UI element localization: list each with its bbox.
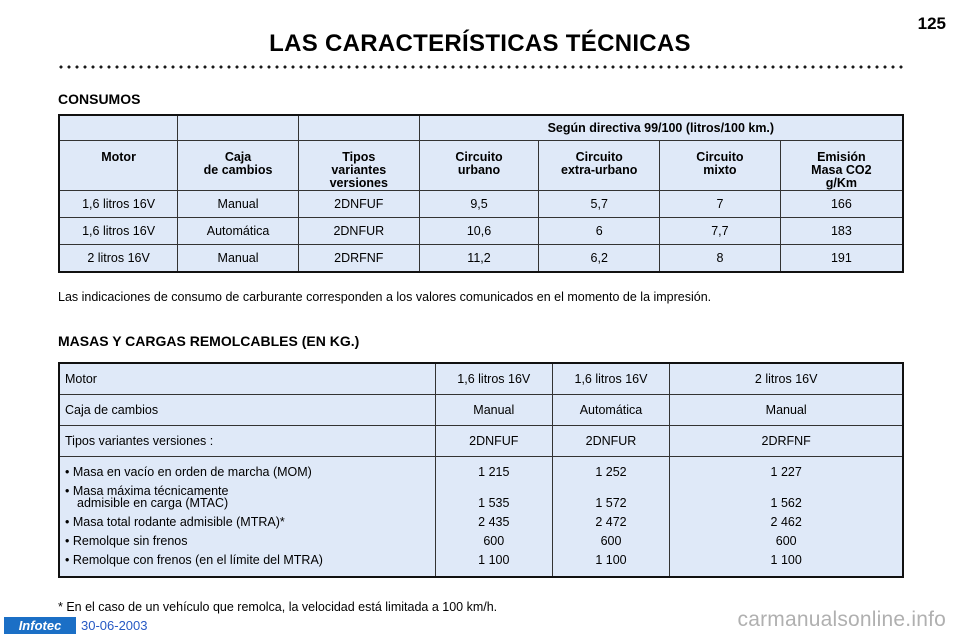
infotec-logo: Infotec (4, 617, 76, 634)
consumption-note: Las indicaciones de consumo de carburante corresponden a los valores comunicados en el momento de la impresión. (58, 290, 712, 304)
table-row: 2 litros 16V Manual 2DRFNF 11,2 6,2 8 191 (59, 245, 903, 273)
consumption-table (58, 114, 904, 273)
header-urbano: Circuito urbano (419, 141, 539, 191)
mass-labels (65, 457, 435, 576)
page-number: 125 (917, 14, 946, 33)
dotted-divider (57, 64, 905, 70)
list-item: • Remolque sin frenos (65, 534, 188, 548)
header-motor: Motor (59, 141, 178, 191)
footer-date: 30-06-2003 (81, 618, 148, 633)
header-row (59, 141, 903, 191)
directive-row (59, 115, 903, 141)
mass-table (58, 362, 904, 578)
header-emision: Emisión Masa CO2 g/Km (780, 141, 903, 191)
list-item: • Remolque con frenos (en el límite del MTRA) (65, 553, 323, 567)
directive-header: Según directiva 99/100 (litros/100 km.) (419, 115, 903, 141)
table-row: 1,6 litros 16V Automática 2DNFUR 10,6 6 7,7 183 (59, 218, 903, 245)
section-title-consumos: CONSUMOS (58, 91, 141, 107)
header-caja: Caja de cambios (178, 141, 299, 191)
header-mixto: Circuito mixto (660, 141, 781, 191)
footnote: * En el caso de un vehículo que remolca, la velocidad está limitada a 100 km/h. (58, 600, 498, 614)
list-item: • Masa total rodante admisible (MTRA)* (65, 515, 285, 529)
list-item: admisible en carga (MTAC) (77, 496, 229, 510)
page-title: LAS CARACTERÍSTICAS TÉCNICAS (269, 30, 691, 57)
table-row-caja: Caja de cambios Manual Automática Manual (59, 395, 903, 426)
table-row-tipos: Tipos variantes versiones : 2DNFUF 2DNFUR 2DRFNF (59, 426, 903, 457)
header-tipos: Tipos variantes versiones (298, 141, 419, 191)
table-row-masas: • Masa en vacío en orden de marcha (MOM) • Masa máxima técnicamente admisible en carga (MTAC) • Masa total rodante admisible (MTRA)* • Remolque sin frenos • Remolque con frenos (en el límite del MTRA) 1 215 1 535 2 435 600 1 100 1 252 1 572 2 472 600 1 100 1 227 1 562 2 462 600 1 100 (59, 457, 903, 578)
list-item: • Masa máxima técnicamente (65, 484, 229, 498)
table-row: 1,6 litros 16V Manual 2DNFUF 9,5 5,7 7 166 (59, 191, 903, 218)
watermark: carmanualsonline.info (737, 608, 946, 631)
section-title-masas: MASAS Y CARGAS REMOLCABLES (EN KG.) (58, 333, 360, 349)
list-item: • Masa en vacío en orden de marcha (MOM) (65, 465, 312, 479)
header-extra-urbano: Circuito extra-urbano (539, 141, 660, 191)
table-row-motor: Motor 1,6 litros 16V 1,6 litros 16V 2 litros 16V (59, 363, 903, 395)
